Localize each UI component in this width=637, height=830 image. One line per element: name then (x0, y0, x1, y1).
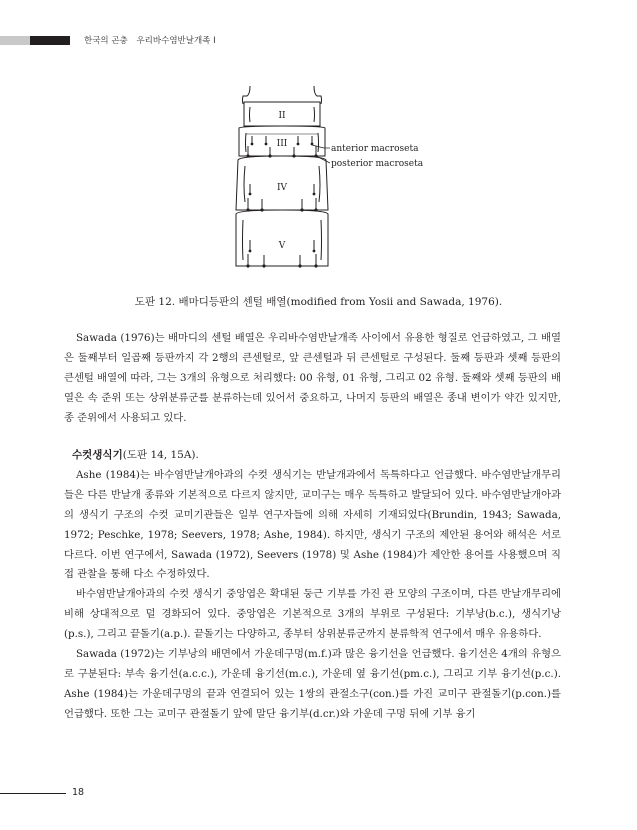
paragraph-1: Sawada (1976)는 배마디의 센털 배열은 우리바수염반날개족 사이에서 유용한 형질로 언급하였고, 그 배열은 둘째부터 일곱째 등판까지 각 2행의 큰센털로, 앞 큰센털과 뒤 큰센털로 구성된다. 둘째 등판과 셋째 등판의 큰센털 배열에 따라, 그는 3개의 유형으로 처리했다: 00 유형, 01 유형, 그리고 02 유형. 둘째와 셋째 등판의 배열은 속 준위 또는 상위분류군를 분류하는데 있어서 중요하고, 나머지 등판의 배열은 종내 변이가 약간 있지만, 종 준위에서 사용되고 있다. (64, 332, 561, 424)
segment-label-v: V (278, 241, 286, 251)
figure-caption: 도판 12. 배마디등판의 센털 배열(modified from Yosii and Sawada, 1976). (134, 296, 503, 308)
footer-rule (0, 793, 66, 794)
page-number: 18 (72, 787, 85, 798)
volume-title: 우리바수염반날개족 I (136, 36, 216, 46)
section-heading-ref: (도판 14, 15A). (122, 449, 199, 461)
anterior-macroseta-label: anterior macroseta (331, 144, 419, 154)
segment-label-ii: II (278, 111, 286, 121)
paragraph-3: 바수염반날개아과의 수컷 생식기 중앙엽은 확대된 둥근 기부를 가진 관 모양의 구조이며, 다른 반날개무리에 비해 상대적으로 덜 경화되어 있다. 중앙엽은 기본적으로 3개의 부위로 구성된다: 기부낭(b.c.), 생식기낭(p.s.), 그리고 끝돌기(a.p.). 끝돌기는 다양하고, 종부터 상위분류군까지 분류학적 연구에서 매우 유용하다. (64, 588, 561, 641)
abdominal-tergite-figure (228, 86, 428, 282)
header-gray-bar (0, 36, 30, 45)
section-heading (72, 446, 561, 466)
segment-label-iv: IV (276, 183, 288, 193)
tergite-v (236, 210, 328, 266)
running-header (84, 34, 222, 46)
book-title: 한국의 곤충 (84, 36, 128, 46)
posterior-macroseta-label: posterior macroseta (331, 159, 424, 169)
paragraph-4: Sawada (1972)는 기부낭의 배면에서 가운데구멍(m.f.)과 많은 융기선을 언급했다. 융기선은 4개의 유형으로 구분된다: 부속 융기선(a.c.c.), 가운데 융기선(m.c.), 가운데 옆 융기선(pm.c.), 그리고 기부 융기선(p.c.). Ashe (1984)는 가운데구멍의 끝과 연결되어 있는 1쌍의 관절소구(con.)를 가진 교미구 관절돌기(p.con.)를 언급했다. 또한 그는 교미구 관절돌기 앞에 말단 융기부(d.cr.)와 가운데 구멍 뒤에 기부 융기 (64, 648, 561, 720)
body-text (64, 329, 561, 429)
body-text-section (64, 446, 561, 725)
section-heading-title: 수컷생식기 (72, 449, 123, 461)
segment-label-iii: III (276, 139, 288, 149)
header-black-bar (30, 36, 70, 45)
paragraph-2: Ashe (1984)는 바수염반날개아과의 수컷 생식기는 반날개과에서 독특하다고 언급했다. 바수염반날개무리들은 다른 반날개 종류와 기본적으로 다르지 않지만, 교미구는 매우 독특하고 발달되어 있다. 바수염반날개아과의 생식기 구조의 수컷 교미기관들은 일부 연구자들에 의해 자세히 기재되었다(Brundin, 1943; Sawada, 1972; Peschke, 1978; Seevers, 1978; Ashe, 1984). 하지만, 생식기 구조의 제안된 용어와 해석은 서로 다르다. 이번 연구에서, Sawada (1972), Seevers (1978) 및 Ashe (1984)가 제안한 용어를 사용했으며 직접 관찰을 통해 다소 수정하였다. (64, 468, 561, 581)
